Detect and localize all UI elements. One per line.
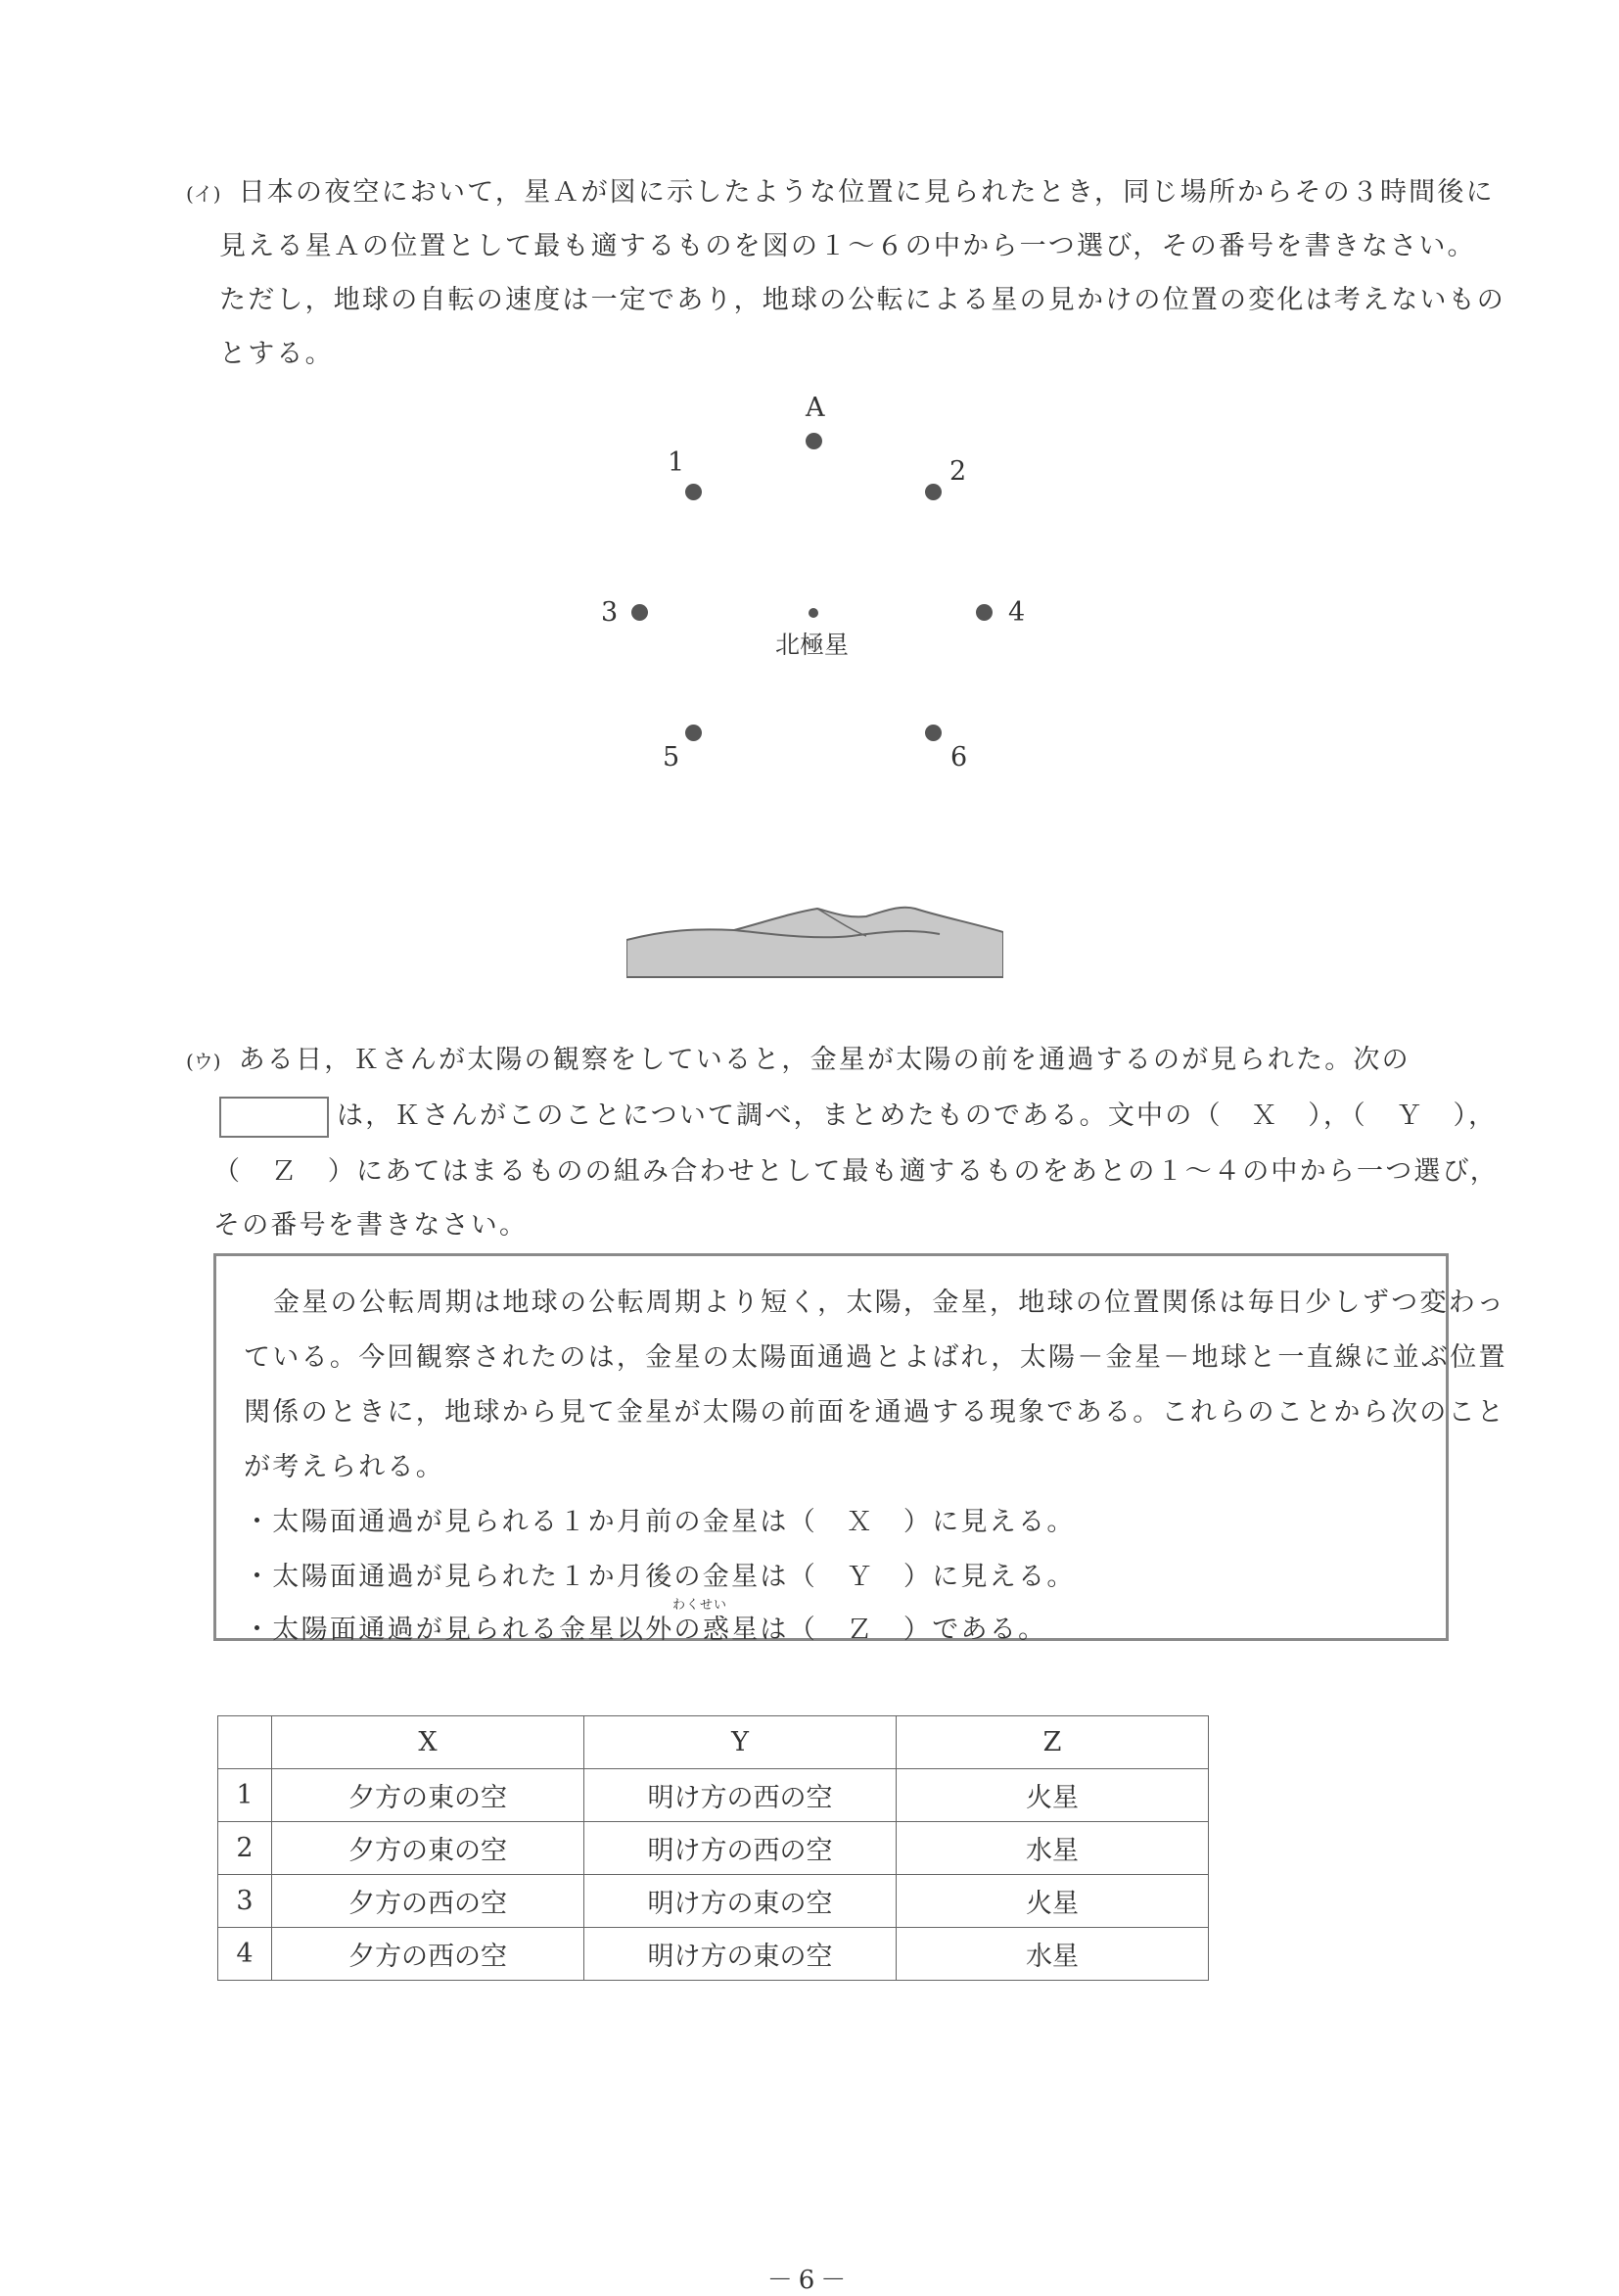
choice-number: 3: [218, 1875, 272, 1928]
table-row: [218, 1769, 1209, 1822]
summary-line-4: が考えられる。: [244, 1452, 445, 1482]
cell-y: 明け方の西の空: [584, 1769, 897, 1822]
page-number: －6－: [766, 2266, 853, 2295]
question-i-marker: (イ): [186, 182, 221, 206]
header-y: Y: [584, 1716, 897, 1769]
star-4: [976, 604, 993, 621]
summary-line-1: 金星の公転周期は地球の公転周期より短く，太陽，金星，地球の位置関係は毎日少しずつ変わっ: [273, 1288, 1506, 1318]
summary-line-3: 関係のときに，地球から見て金星が太陽の前面を通過する現象である。これらのことから次のこと: [244, 1397, 1506, 1428]
question-i-line-1: (イ) 日本の夜空において，星Ａが図に示したような位置に見られたとき，同じ場所からその３時間後に: [186, 177, 1495, 208]
star-6: [925, 725, 942, 741]
cell-z: 火星: [897, 1875, 1209, 1928]
mountain-silhouette: [626, 901, 1003, 979]
furigana-wakusei: わくせい: [672, 1598, 728, 1613]
cell-y: 明け方の東の空: [584, 1875, 897, 1928]
summary-box: [213, 1253, 1507, 1645]
choice-number: 4: [218, 1928, 272, 1981]
blank-box-reference: [219, 1097, 329, 1138]
cell-x: 夕方の西の空: [272, 1875, 584, 1928]
cell-x: 夕方の東の空: [272, 1822, 584, 1875]
cell-x: 夕方の東の空: [272, 1769, 584, 1822]
cell-z: 火星: [897, 1769, 1209, 1822]
star-2: [925, 484, 942, 500]
header-x: X: [272, 1716, 584, 1769]
star-label-a: A: [806, 393, 825, 423]
star-a: [806, 433, 822, 449]
polaris-label: 北極星: [775, 631, 850, 659]
star-5: [685, 725, 702, 741]
star-label-6: 6: [950, 742, 968, 773]
question-u-line-1: (ウ) ある日，Ｋさんが太陽の観察をしていると，金星が太陽の前を通過するのが見られた。次の: [186, 1045, 1411, 1075]
polaris-star: [809, 608, 818, 618]
cell-z: 水星: [897, 1822, 1209, 1875]
table-row: [218, 1875, 1209, 1928]
star-label-5: 5: [663, 742, 680, 773]
star-3: [631, 604, 648, 621]
cell-x: 夕方の西の空: [272, 1928, 584, 1981]
header-z: Z: [897, 1716, 1209, 1769]
cell-y: 明け方の西の空: [584, 1822, 897, 1875]
summary-bullet-z: ・太陽面通過が見られる金星以外の惑星は（ Ｚ ）である。: [244, 1615, 1047, 1645]
summary-bullet-x: ・太陽面通過が見られる１か月前の金星は（ Ｘ ）に見える。: [244, 1507, 1076, 1537]
question-i-line-2: 見える星Ａの位置として最も適するものを図の１～６の中から一つ選び，その番号を書きなさい。: [219, 231, 1476, 261]
star-label-2: 2: [949, 456, 967, 487]
planet-word: 惑星: [702, 1615, 761, 1645]
choice-number: 1: [218, 1769, 272, 1822]
header-blank: [218, 1716, 272, 1769]
star-label-4: 4: [1008, 597, 1026, 628]
table-header-row: [218, 1716, 1209, 1769]
table-row: [218, 1822, 1209, 1875]
summary-bullet-y: ・太陽面通過が見られた１か月後の金星は（ Ｙ ）に見える。: [244, 1562, 1076, 1592]
question-u-line-2: は，Ｋさんがこのことについて調べ，まとめたものである。文中の（ Ｘ ），（ Ｙ ），: [337, 1101, 1498, 1131]
table-row: [218, 1928, 1209, 1981]
star-label-1: 1: [668, 447, 685, 478]
question-u-line-4: その番号を書きなさい。: [213, 1210, 529, 1241]
question-i-line-3: ただし，地球の自転の速度は一定であり，地球の公転による星の見かけの位置の変化は考えないもの: [219, 285, 1505, 315]
star-label-3: 3: [601, 597, 619, 628]
answer-choices-table: [217, 1715, 1209, 1981]
summary-line-2: ている。今回観察されたのは，金星の太陽面通過とよばれ，太陽－金星－地球と一直線に並ぶ位置: [244, 1342, 1507, 1373]
question-i-line-4: とする。: [219, 339, 334, 369]
cell-y: 明け方の東の空: [584, 1928, 897, 1981]
cell-z: 水星: [897, 1928, 1209, 1981]
choice-number: 2: [218, 1822, 272, 1875]
question-u-line-3: （ Ｚ ）にあてはまるものの組み合わせとして最も適するものをあとの１～４の中から一つ選び，: [213, 1156, 1499, 1187]
star-1: [685, 484, 702, 500]
question-u-marker: (ウ): [186, 1050, 221, 1073]
